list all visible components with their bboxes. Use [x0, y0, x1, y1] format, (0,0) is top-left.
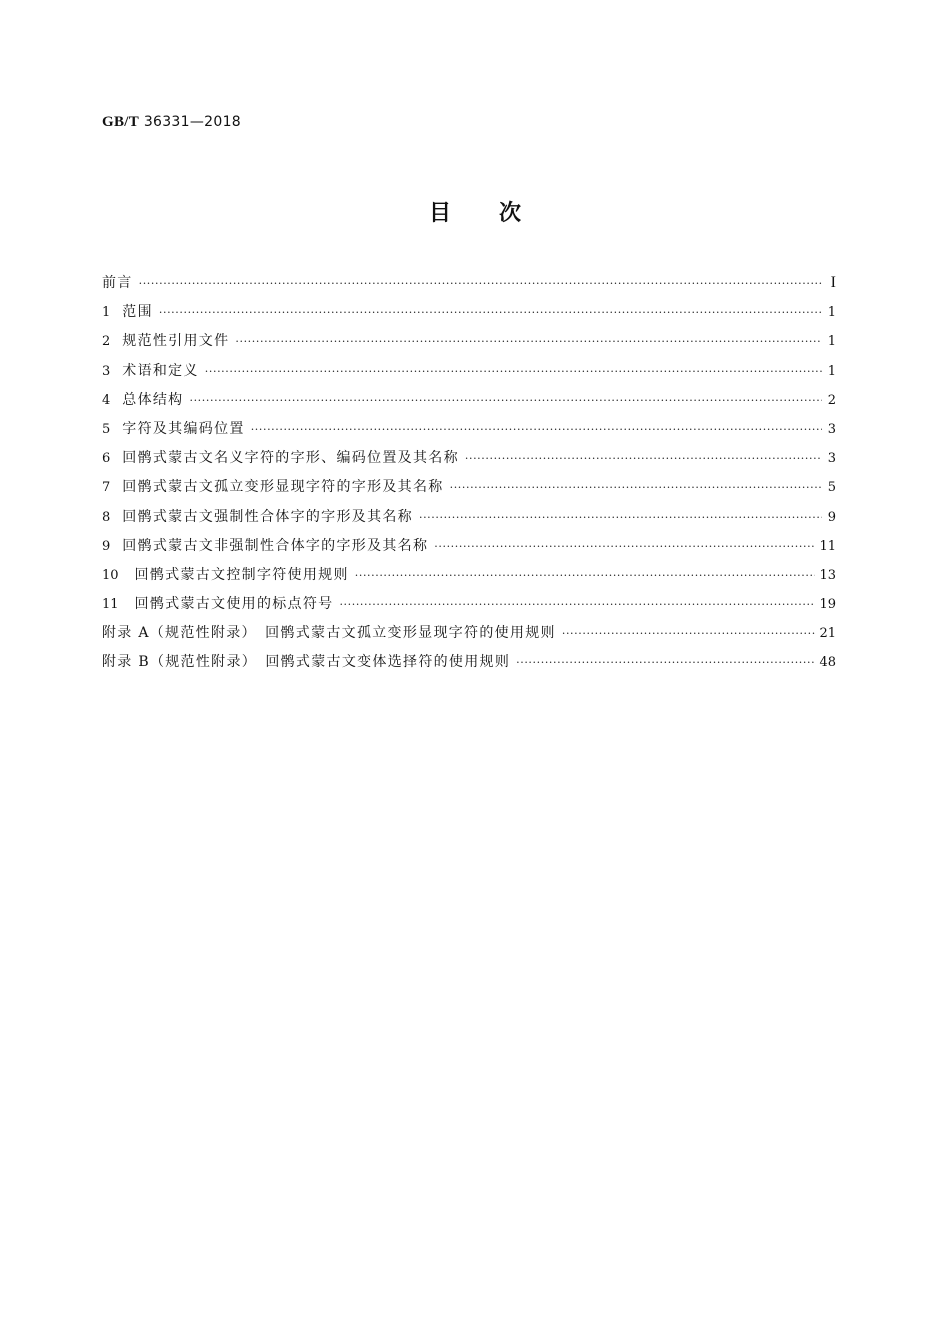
page-title: 目次	[428, 201, 569, 226]
toc-page: 1	[827, 334, 836, 350]
toc-entry-9[interactable]	[102, 535, 836, 564]
toc-number: 7	[102, 480, 111, 496]
toc-page: 3	[827, 421, 836, 437]
toc-entry-foreword[interactable]	[102, 272, 836, 301]
toc-entry-annex-a[interactable]	[102, 622, 836, 651]
toc-label: 回鹘式蒙古文名义字符的字形、编码位置及其名称	[122, 450, 459, 467]
dot-leader	[339, 598, 815, 611]
toc-entry-1[interactable]	[102, 301, 836, 330]
toc-label: 范围	[122, 304, 153, 321]
toc-page: 9	[827, 509, 836, 525]
toc-page: 1	[827, 363, 836, 379]
dot-leader	[562, 627, 816, 640]
toc-entry-annex-b[interactable]	[102, 651, 836, 680]
dot-leader	[235, 335, 822, 348]
toc-entry-2[interactable]	[102, 330, 836, 359]
toc-page: 13	[819, 567, 836, 583]
toc-label: 总体结构	[122, 391, 184, 408]
toc-number: 8	[102, 509, 111, 525]
toc-page: 21	[819, 626, 836, 642]
toc-number: 4	[102, 392, 111, 408]
dot-leader	[159, 306, 822, 319]
dot-leader	[516, 656, 815, 669]
toc-page: 48	[819, 655, 836, 671]
toc-entry-7[interactable]	[102, 476, 836, 505]
dot-leader	[205, 365, 822, 378]
toc-label: 回鹘式蒙古文非强制性合体字的字形及其名称	[122, 537, 429, 554]
toc-number: 2	[102, 334, 111, 350]
toc-entry-6[interactable]	[102, 447, 836, 476]
toc-label: 附录 B（规范性附录） 回鹘式蒙古文变体选择符的使用规则	[102, 654, 511, 671]
toc-page: 3	[827, 451, 836, 467]
standard-code	[102, 114, 241, 131]
dot-leader	[450, 481, 822, 494]
toc-page: 19	[819, 597, 836, 613]
toc-number: 5	[102, 421, 111, 437]
table-of-contents	[102, 272, 836, 681]
toc-number: 6	[102, 451, 111, 467]
toc-label: 回鹘式蒙古文使用的标点符号	[134, 596, 334, 613]
toc-label: 前言	[102, 275, 133, 291]
toc-number: 10	[102, 567, 119, 583]
dot-leader	[434, 540, 815, 553]
toc-entry-11[interactable]	[102, 593, 836, 622]
toc-entry-3[interactable]	[102, 360, 836, 389]
toc-number: 1	[102, 305, 111, 321]
dot-leader	[355, 569, 816, 582]
toc-entry-5[interactable]	[102, 418, 836, 447]
toc-number: 11	[102, 597, 119, 613]
toc-number: 3	[102, 363, 111, 379]
toc-page: 5	[827, 480, 836, 496]
toc-label: 回鹘式蒙古文孤立变形显现字符的字形及其名称	[122, 479, 444, 496]
toc-entry-10[interactable]	[102, 564, 836, 593]
toc-page: 2	[827, 392, 836, 408]
dot-leader	[251, 423, 822, 436]
toc-label: 回鹘式蒙古文强制性合体字的字形及其名称	[122, 508, 413, 525]
toc-entry-4[interactable]	[102, 389, 836, 418]
toc-label: 字符及其编码位置	[122, 420, 245, 437]
dot-leader	[139, 277, 822, 290]
toc-page: 1	[827, 305, 836, 321]
dot-leader	[465, 452, 822, 465]
standard-prefix: GB/T	[102, 114, 140, 130]
dot-leader	[189, 394, 822, 407]
toc-page: I	[830, 274, 836, 291]
toc-entry-8[interactable]	[102, 506, 836, 535]
toc-label: 规范性引用文件	[122, 333, 230, 350]
dot-leader	[419, 511, 822, 524]
toc-label: 回鹘式蒙古文控制字符使用规则	[134, 566, 349, 583]
standard-number: 36331—2018	[143, 114, 241, 130]
toc-page: 11	[819, 538, 836, 554]
toc-label: 附录 A（规范性附录） 回鹘式蒙古文孤立变形显现字符的使用规则	[102, 625, 556, 642]
toc-number: 9	[102, 538, 111, 554]
toc-label: 术语和定义	[122, 362, 199, 379]
